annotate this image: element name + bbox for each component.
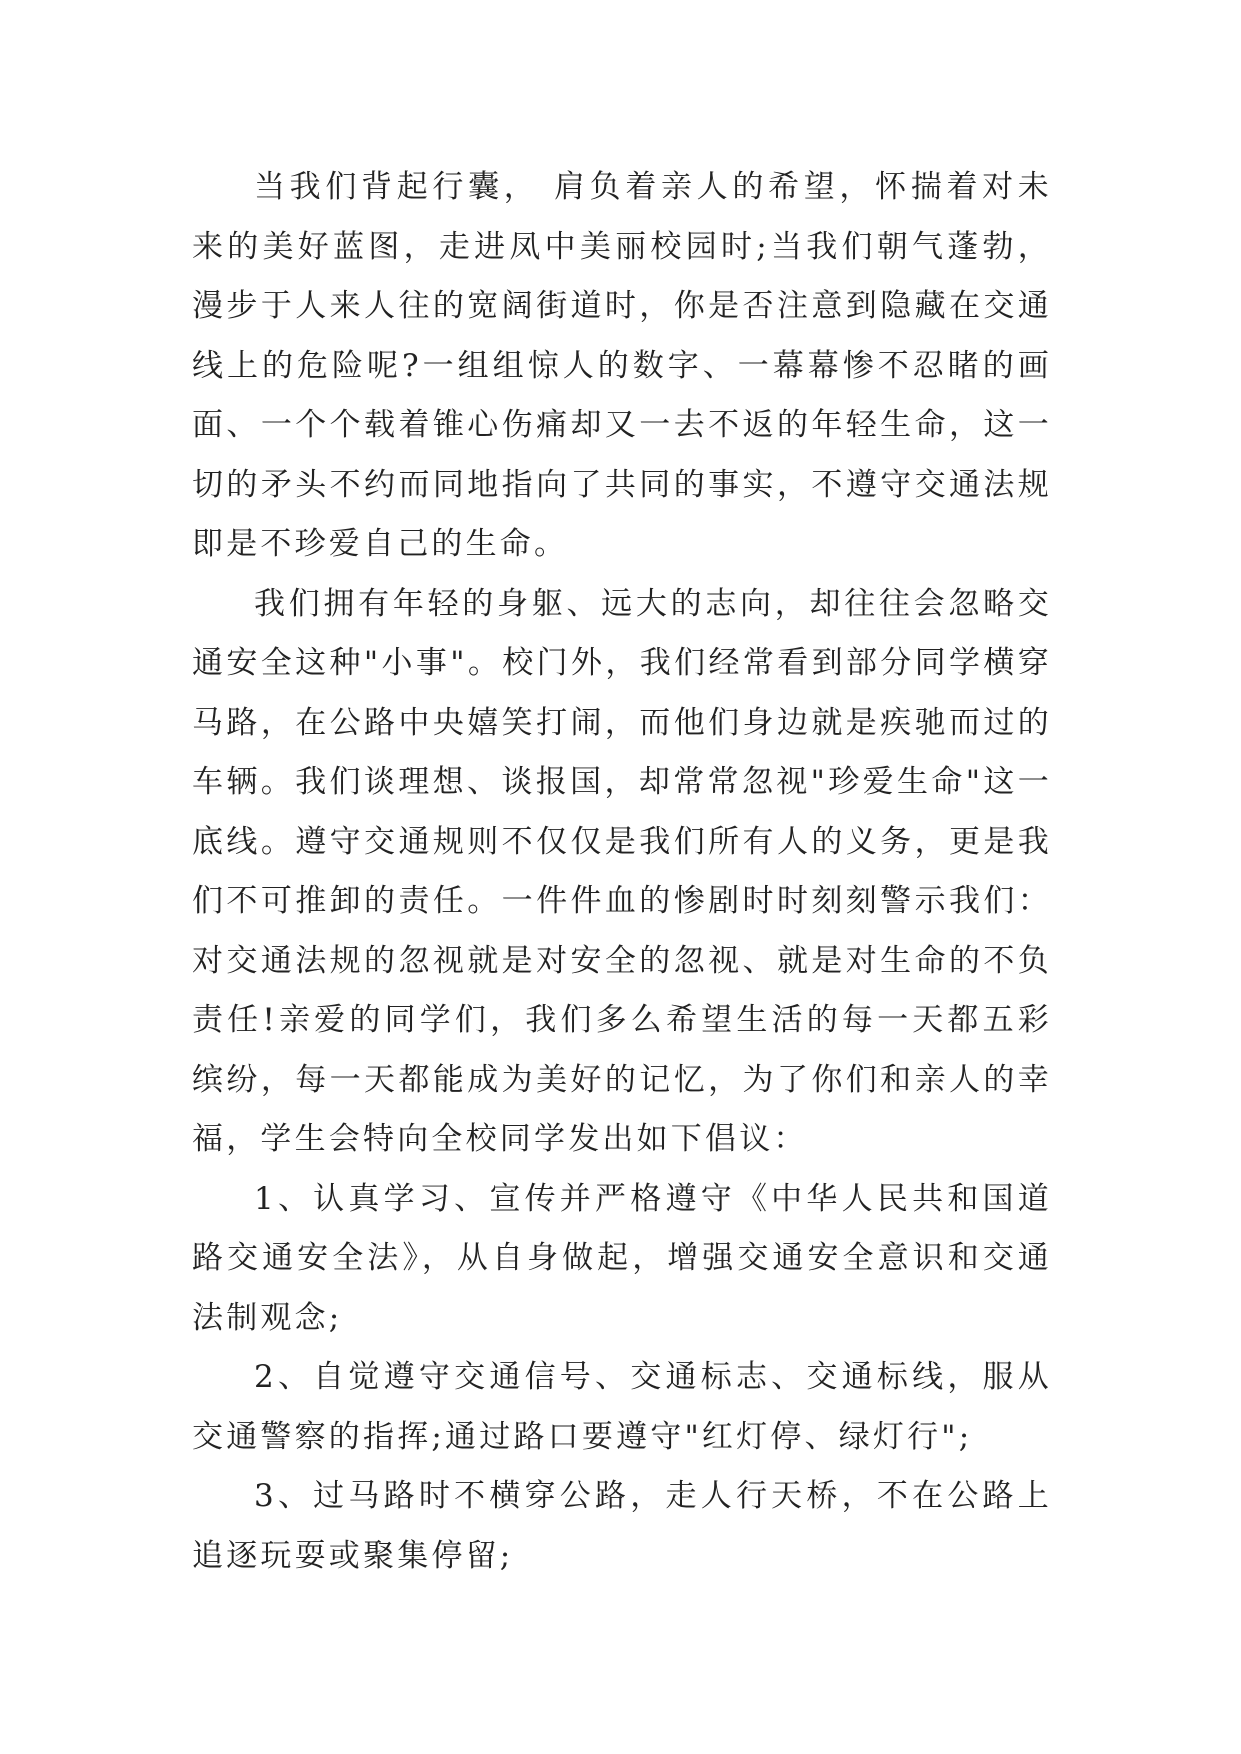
paragraph-intro: 当我们背起行囊， 肩负着亲人的希望，怀揣着对未来的美好蓝图，走进凤中美丽校园时;当我们朝气蓬勃，漫步于人来人往的宽阔街道时，你是否注意到隐藏在交通线上的危险呢?一组组惊人的数字、一幕幕惨不忍睹的画面、一个个载着锥心伤痛却又一去不返的年轻生命，这一切的矛头不约而同地指向了共同的事实，不遵守交通法规即是不珍爱自己的生命。 — [192, 169, 1052, 562]
paragraph-call-to-action: 我们拥有年轻的身躯、远大的志向，却往往会忽略交通安全这种"小事"。校门外，我们经常看到部分同学横穿马路，在公路中央嬉笑打闹，而他们身边就是疾驰而过的车辆。我们谈理想、谈报国，却常常忽视"珍爱生命"这一底线。遵守交通规则不仅仅是我们所有人的义务，更是我们不可推卸的责任。一件件血的惨剧时时刻刻警示我们：对交通法规的忽视就是对安全的忽视、就是对生命的不负责任!亲爱的同学们，我们多么希望生活的每一天都五彩缤纷，每一天都能成为美好的记忆，为了你们和亲人的幸福，学生会特向全校同学发出如下倡议： — [192, 585, 1052, 1157]
document-body — [192, 158, 1052, 1586]
proposal-item-3: 3、过马路时不横穿公路，走人行天桥，不在公路上追逐玩耍或聚集停留; — [192, 1478, 1052, 1574]
proposal-item-2: 2、自觉遵守交通信号、交通标志、交通标线，服从交通警察的指挥;通过路口要遵守"红灯停、绿灯行"; — [192, 1359, 1052, 1455]
proposal-item-1: 1、认真学习、宣传并严格遵守《中华人民共和国道路交通安全法》，从自身做起，增强交通安全意识和交通法制观念; — [192, 1180, 1052, 1336]
